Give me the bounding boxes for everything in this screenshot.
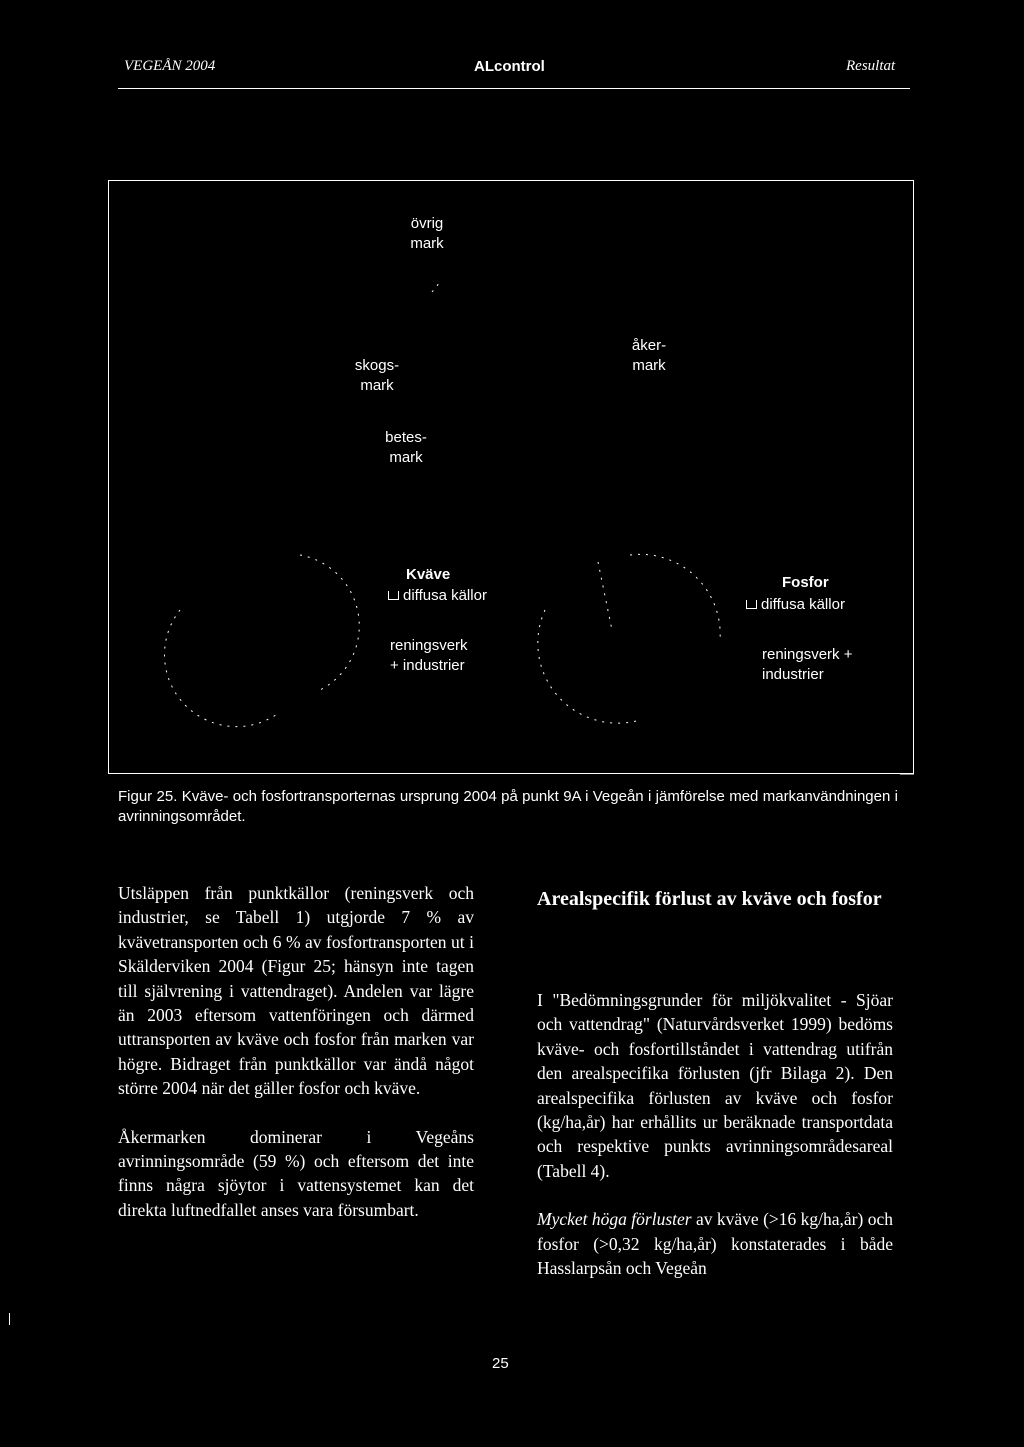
header-right: Resultat — [846, 58, 896, 74]
kvave-legend-diffuse — [388, 586, 487, 606]
right-paragraph-1: I "Bedömningsgrunder för miljökvalitet - Sjöar och vattendrag" (Naturvårdsverket 1999) bedöms kväve- och fosfortillståndet i vattendrag utifrån den arealspecifika förlusten (jfr Bilaga 2). Den arealspecifika förlusten av kväve och fosfor (kg/ha,år) har erhållits ur beräknade transportdata och respektive punkts avrinningsområdesareal (Tabell 4). — [537, 990, 893, 1181]
kvave-title: Kväve — [406, 566, 451, 583]
page-number: 25 — [492, 1355, 509, 1372]
emphasis-text: Mycket höga förluster — [537, 1209, 692, 1230]
right-column — [537, 988, 893, 1304]
kvave-diffuse-label: diffusa källor — [403, 587, 487, 604]
header-center: ALcontrol — [474, 58, 545, 75]
legend-swatch-icon — [746, 600, 757, 609]
header-left: VEGEÅN 2004 — [124, 58, 216, 74]
right-paragraph-2-text: av kväve (>16 kg/ha,år) och fosfor (>0,32 kg/ha,år) konstaterades i både Hasslarpsån och Vegeån — [537, 1209, 894, 1279]
figure-caption: Figur 25. Kväve- och fosfortransporternas ursprung 2004 på punkt 9A i Vegeån i jämförelse med markanvändningen i avrinningsområdet. — [118, 788, 898, 825]
fosfor-legend-point: reningsverk + industrier — [762, 646, 853, 683]
right-paragraph-2 — [537, 1207, 893, 1280]
fosfor-legend-diffuse — [746, 595, 845, 615]
legend-swatch-icon — [388, 591, 399, 600]
section-heading: Arealspecifik förlust av kväve och fosfor — [537, 888, 882, 910]
label-betesmark: betes- mark — [385, 429, 427, 466]
header-rule — [118, 88, 910, 89]
fosfor-diffuse-label: diffusa källor — [761, 596, 845, 613]
margin-mark — [9, 1313, 10, 1325]
label-ovrig-mark: övrig mark — [410, 215, 444, 252]
label-akermark: åker- mark — [631, 337, 667, 374]
label-skogsmark: skogs- mark — [354, 357, 400, 394]
left-paragraph-2: Åkermarken dominerar i Vegeåns avrinningsområde (59 %) och eftersom det inte finns några sjöytor i vattensystemet kan det direkta luftnedfallet anses vara försumbart. — [118, 1126, 474, 1220]
kvave-legend-point: reningsverk + industrier — [390, 637, 468, 674]
left-column — [118, 881, 474, 1246]
left-paragraph-1: Utsläppen från punktkällor (reningsverk och industrier, se Tabell 1) utgjorde 7 % av kvävetransporten och 6 % av fosfortransporten ut i Skälderviken 2004 (Figur 25; hänsyn inte tagen till självrening i vattendraget). Andelen var lägre än 2003 eftersom vattenföringen och därmed uttransporten av kväve och fosfor från marken var högre. Bidraget från punktkällor var ändå något större 2004 när det gäller fosfor och kväve. — [118, 883, 474, 1099]
fosfor-title: Fosfor — [782, 574, 829, 591]
